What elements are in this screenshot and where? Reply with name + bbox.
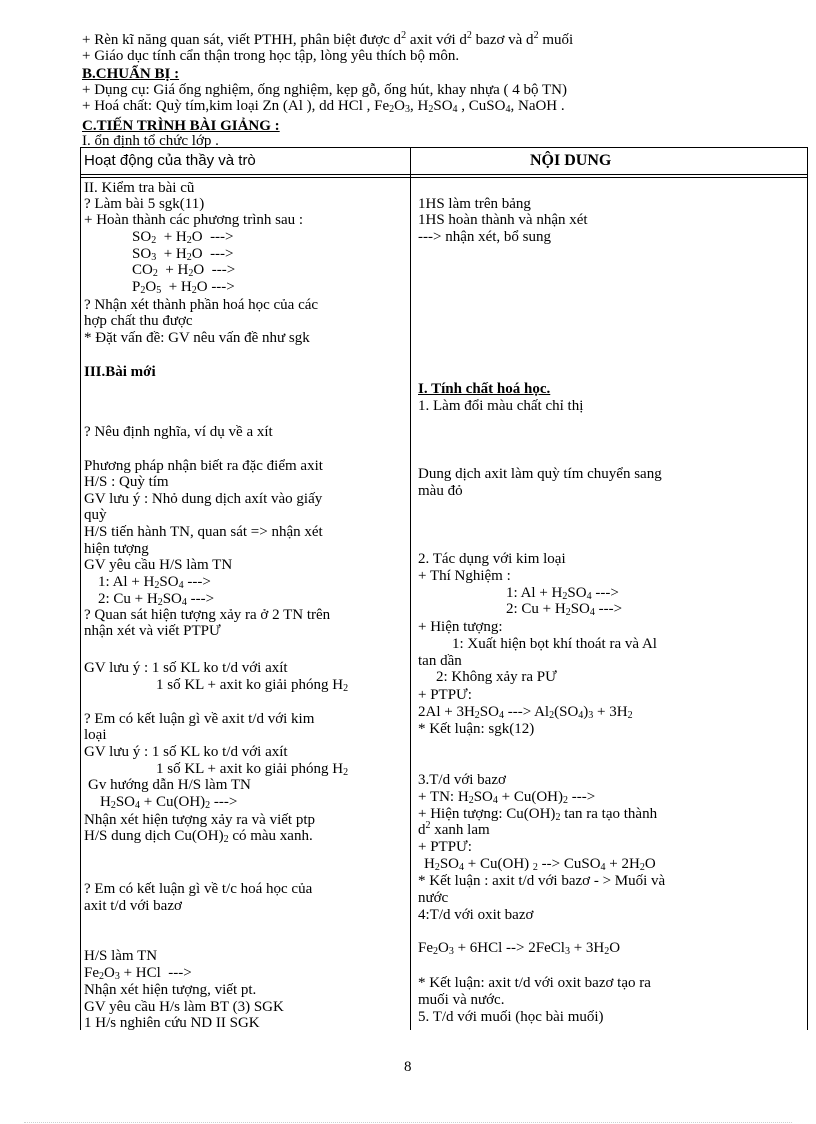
left-text: + Hoàn thành các phương trình sau :: [84, 212, 304, 228]
right-text: tan dần: [418, 653, 462, 669]
left-text: II. Kiểm tra bài cũ: [84, 180, 195, 196]
right-text: muối và nước.: [418, 992, 505, 1008]
equation: 1: $Al + H_2SO_4$ --->: [98, 574, 211, 591]
left-text: ? Làm bài 5 sgk(11): [84, 196, 205, 212]
equation: $Fe_2O_3$ + HCl --->: [84, 965, 192, 982]
right-text: 1HS hoàn thành và nhận xét: [418, 212, 588, 228]
objective-line: [82, 32, 573, 48]
left-text: H/S dung dịch $Cu(OH)_2$ có màu xanh.: [84, 828, 313, 845]
left-text: Gv hướng dẫn H/S làm TN: [88, 777, 251, 793]
right-text: nước: [418, 890, 449, 906]
equation: $CO_2 + H_2O$ --->: [132, 262, 236, 279]
chemical-properties-heading: I. Tính chất hoá học.: [418, 381, 551, 397]
superscript: 2: [401, 30, 407, 41]
education-line: + Giáo dục tính cẩn thận trong học tập, lòng yêu thích bộ môn.: [82, 48, 460, 64]
chemicals-text: + Hoá chất: Quỳ tím,kim loại Zn (Al ), dd HCl , Fe: [82, 98, 390, 114]
header-content: NỘI DUNG: [530, 152, 612, 169]
superscript: 2: [466, 30, 472, 41]
left-text: 1 H/s nghiên cứu ND II SGK: [84, 1015, 260, 1031]
right-text: Dung dịch axit làm quỳ tím chuyển sang: [418, 466, 662, 482]
right-text: màu đỏ: [418, 483, 463, 499]
right-text: 1. Làm đổi màu chất chỉ thị: [418, 398, 584, 414]
equation: $Fe_2O_3 + 6HCl$ --> 2FeCl$_3$ + $3H_2O$: [418, 940, 621, 957]
right-text: + Hiện tượng: $Cu(OH)_2$ tan ra tạo thành: [418, 806, 658, 823]
left-text: ? Em có kết luận gì về t/c hoá học của: [84, 881, 313, 897]
header-divider-double: [80, 177, 808, 178]
equation: $H_2SO_4 + Cu(OH)_2$ --->: [100, 794, 238, 811]
equation: 2: $Cu + H_2SO_4$ --->: [506, 601, 623, 618]
right-text: + PTPƯ:: [418, 687, 472, 703]
left-text: ? Nêu định nghĩa, ví dụ về a xít: [84, 424, 273, 440]
left-text: 1 số KL + axit ko giải phóng $H_2$: [156, 761, 349, 778]
header-activities: Hoạt động của thầy và trò: [84, 152, 256, 169]
page-number: 8: [404, 1059, 412, 1075]
left-text: H/S tiến hành TN, quan sát => nhận xét: [84, 524, 323, 540]
left-text: nhận xét và viết PTPƯ: [84, 623, 221, 639]
objective-text-d: muối: [538, 32, 574, 48]
left-text: GV yêu cầu H/s làm BT (3) SGK: [84, 999, 284, 1015]
left-text: hiện tượng: [84, 541, 149, 557]
section-b-heading: B.CHUẨN BỊ :: [82, 66, 180, 82]
right-text: * Kết luận: sgk(12): [418, 721, 535, 737]
right-text: 1: Xuất hiện bọt khí thoát ra và Al: [452, 636, 657, 652]
left-text: GV yêu cầu H/S làm TN: [84, 557, 233, 573]
right-text: * Kết luận : axit t/d với bazơ - > Muối và: [418, 873, 666, 889]
left-text: ? Quan sát hiện tượng xảy ra ở 2 TN trên: [84, 607, 331, 623]
equation: $H_2SO_4 + Cu(OH)$ $_2$ --> CuSO$_4$ + $2H_2O$: [424, 856, 656, 873]
equation: $P_2O_5 + H_2O$ --->: [132, 279, 235, 296]
superscript: 2: [533, 30, 539, 41]
right-text: 2: Không xảy ra PƯ: [436, 669, 557, 685]
equation: + TN: $H_2SO_4 + Cu(OH)_2$ --->: [418, 789, 596, 806]
right-text: 5. T/d với muối (học bài muối): [418, 1009, 604, 1025]
right-text: 4:T/d với oxit bazơ: [418, 907, 534, 923]
left-text: Phương pháp nhận biết ra đặc điểm axit: [84, 458, 323, 474]
left-text: Nhận xét hiện tượng, viết pt.: [84, 982, 257, 998]
left-text: quỳ: [84, 507, 107, 523]
left-text: hợp chất thu được: [84, 313, 193, 329]
right-text: + Hiện tượng:: [418, 619, 503, 635]
left-text: 1 số KL + axit ko giải phóng $H_2$: [156, 677, 349, 694]
equation: 2: $Cu + H_2SO_4$ --->: [98, 591, 215, 608]
chemicals-line: + Hoá chất: Quỳ tím,kim loại Zn (Al ), dd HCl , $Fe_2O_3$, $H_2SO_4$ , CuSO$_4$, NaOH .: [82, 98, 565, 115]
right-text: * Kết luận: axit t/d với oxit bazơ tạo ra: [418, 975, 651, 991]
left-text: * Đặt vấn đề: GV nêu vấn đề như sgk: [84, 330, 310, 346]
left-text: GV lưu ý : 1 số KL ko t/d với axít: [84, 660, 288, 676]
left-text: H/S : Quỳ tím: [84, 474, 169, 490]
left-text: ? Em có kết luận gì về axit t/d với kim: [84, 711, 315, 727]
right-text: + PTPƯ:: [418, 839, 472, 855]
right-text: 3.T/d với bazơ: [418, 772, 506, 788]
right-text: + Thí Nghiệm :: [418, 568, 511, 584]
column-divider: [410, 147, 411, 1030]
right-text: $d^2$ xanh lam: [418, 820, 490, 838]
equation: $SO_3 + H_2O$ --->: [132, 246, 234, 263]
objective-text-c: bazơ và d: [471, 32, 534, 48]
left-text: H/S làm TN: [84, 948, 158, 964]
equation: $SO_2 + H_2O$ --->: [132, 229, 234, 246]
objective-text-b: axit với d: [406, 32, 467, 48]
right-text: ---> nhận xét, bổ sung: [418, 229, 552, 245]
right-text: 2. Tác dụng với kim loại: [418, 551, 566, 567]
right-text: 1HS làm trên bảng: [418, 196, 531, 212]
equation: $2Al + 3H_2SO_4$ ---> $Al_2(SO_4)_3 + 3H_2$: [418, 704, 633, 721]
objective-text: + Rèn kĩ năng quan sát, viết PTHH, phân biệt được d: [82, 32, 402, 48]
left-text: ? Nhận xét thành phần hoá học của các: [84, 297, 319, 313]
equation: 1: $Al + H_2SO_4$ --->: [506, 585, 619, 602]
left-text: GV lưu ý : Nhỏ dung dịch axít vào giấy: [84, 491, 323, 507]
header-divider: [80, 174, 808, 175]
left-text: GV lưu ý : 1 số KL ko t/d với axít: [84, 744, 288, 760]
left-text: Nhận xét hiện tượng xảy ra và viết ptp: [84, 812, 315, 828]
tools-line: + Dụng cụ: Giá ống nghiệm, ống nghiệm, kẹp gỗ, ống hút, khay nhựa ( 4 bộ TN): [82, 82, 567, 98]
left-text: loại: [84, 727, 107, 743]
left-text: axit t/d với bazơ: [84, 898, 182, 914]
new-lesson-heading: III.Bài mới: [84, 364, 156, 380]
section-c-heading: C.TIẾN TRÌNH BÀI GIẢNG :: [82, 118, 280, 134]
organize-line: I. ổn định tổ chức lớp .: [82, 133, 219, 149]
